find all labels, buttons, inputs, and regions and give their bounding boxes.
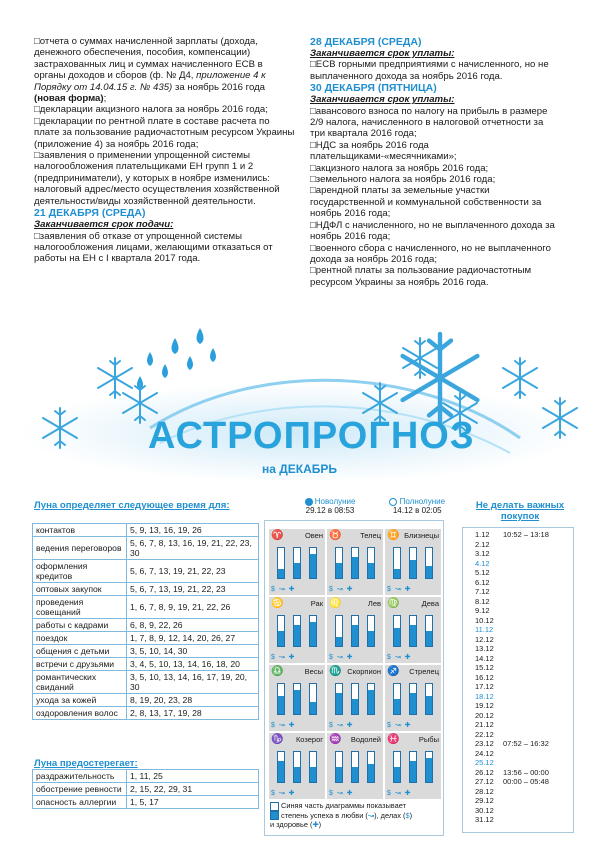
success-bar-fill	[294, 690, 300, 714]
good-days: 5, 6, 7, 13, 19, 21, 22, 23	[127, 560, 259, 583]
good-activity: встречи с друзьями	[33, 658, 127, 671]
warn-activity: обострение ревности	[33, 783, 127, 796]
category-icons: $ ↝ ✚	[387, 586, 412, 593]
zodiac-name: Дева	[421, 599, 439, 608]
not-buy-date: 21.12	[475, 720, 494, 729]
success-bar	[409, 547, 417, 579]
success-bar	[309, 615, 317, 647]
success-bar	[351, 547, 359, 579]
table-row	[33, 583, 259, 596]
not-buy-row	[475, 654, 573, 664]
right-item-9: □ рентной платы за пользование радиочастотным ресурсом Украины за ноябрь 2016 года.	[310, 265, 560, 288]
date-heading-21: 21 ДЕКАБРЯ (СРЕДА)	[34, 207, 146, 220]
not-buy-row	[475, 720, 573, 730]
success-bar-fill	[352, 625, 358, 646]
category-icons: $ ↝ ✚	[387, 790, 412, 797]
not-buy-row	[475, 625, 573, 635]
not-buy-row	[475, 559, 573, 569]
good-days: 3, 5, 10, 13, 14, 16, 17, 19, 20, 30	[127, 671, 259, 694]
love-icon: ↝	[367, 810, 375, 820]
not-buy-date: 16.12	[475, 672, 494, 682]
full-moon-date: 14.12 в 02:05	[392, 506, 442, 515]
not-buy-date: 7.12	[475, 587, 490, 596]
success-bar-fill	[426, 696, 432, 714]
left-item-3: □ декларации по рентной плате в составе расчета по плате за пользование радиочастотным ресурсом Украины (приложение 4) за ноябрь 2016 года;	[34, 116, 296, 150]
zodiac-name: Рак	[310, 599, 323, 608]
good-days: 5, 6, 7, 8, 13, 16, 19, 21, 22, 23, 30	[127, 537, 259, 560]
good-days: 1, 6, 7, 8, 9, 19, 21, 22, 26	[127, 596, 259, 619]
success-bar	[335, 547, 343, 579]
success-bar	[293, 547, 301, 579]
zodiac-cell	[327, 665, 383, 731]
success-bar-fill	[394, 628, 400, 646]
not-buy-row	[475, 701, 573, 711]
category-icons: $ ↝ ✚	[271, 722, 296, 729]
moon-phases	[285, 497, 457, 515]
good-activity: проведения совещаний	[33, 596, 127, 619]
not-buy-date: 28.12	[475, 786, 494, 796]
money-icon: $	[405, 810, 410, 820]
not-buy-date: 11.12	[475, 625, 494, 634]
subheading-30: Заканчивается срок уплаты:	[310, 94, 455, 106]
right-item-8: □ военного сбора с начисленного, но не выплаченного дохода за ноябрь 2016 года;	[310, 243, 560, 266]
success-bar-fill	[368, 764, 374, 782]
table-row	[33, 560, 259, 583]
success-bar	[367, 751, 375, 783]
zodiac-name: Скорпион	[347, 667, 381, 676]
not-buy-row	[475, 768, 573, 778]
zodiac-name: Стрелец	[409, 667, 439, 676]
zodiac-name: Водолей	[350, 735, 381, 744]
right-item-7: □ НДФЛ с начисленного, но не выплаченного дохода за ноябрь 2016 года;	[310, 220, 560, 243]
category-icons: $ ↝ ✚	[329, 586, 354, 593]
warn-days: 1, 5, 17	[127, 796, 259, 809]
not-buy-row	[475, 597, 573, 607]
success-bar	[393, 751, 401, 783]
success-bar	[293, 615, 301, 647]
good-days: 5, 6, 7, 13, 19, 21, 22, 23	[127, 583, 259, 596]
success-bar	[393, 615, 401, 647]
banner-subtitle: на ДЕКАБРЬ	[262, 462, 338, 476]
success-bar-fill	[294, 563, 300, 578]
not-buy-date: 25.12	[475, 758, 494, 767]
success-bar	[367, 615, 375, 647]
not-buy-row	[475, 616, 573, 626]
success-bar-fill	[410, 693, 416, 714]
not-buy-date: 23.12	[475, 739, 494, 748]
not-buy-time: 10:52 – 13:18	[503, 530, 549, 539]
zodiac-sign-icon: ♈	[271, 530, 284, 541]
not-buy-row	[475, 568, 573, 578]
not-buy-date: 17.12	[475, 682, 494, 691]
zodiac-sign-icon: ♑	[271, 734, 284, 745]
right-item-3: □ НДС за ноябрь 2016 года плательщиками-«месячниками»;	[310, 140, 560, 163]
success-bar-fill	[352, 557, 358, 578]
zodiac-name: Близнецы	[404, 531, 439, 540]
right-column	[310, 36, 560, 288]
success-bar	[351, 683, 359, 715]
zodiac-sign-icon: ♌	[329, 598, 342, 609]
success-bar	[335, 615, 343, 647]
success-bar	[277, 683, 285, 715]
success-bar	[309, 547, 317, 579]
success-bar	[351, 615, 359, 647]
not-buy-row	[475, 530, 573, 540]
success-bar	[393, 683, 401, 715]
not-buy-row	[475, 673, 573, 683]
not-buy-date: 27.12	[475, 777, 494, 786]
warn-days: 1, 11, 25	[127, 770, 259, 783]
table-row	[33, 632, 259, 645]
zodiac-name: Овен	[304, 531, 323, 540]
success-bar-fill	[278, 696, 284, 714]
success-bar-fill	[394, 767, 400, 782]
success-bar	[409, 683, 417, 715]
not-buy-list	[462, 527, 574, 833]
full-moon-label: Полнолуние	[399, 497, 446, 506]
not-buy-row	[475, 815, 573, 825]
warn-days: 2, 15, 22, 29, 31	[127, 783, 259, 796]
table-row	[33, 524, 259, 537]
table-row	[33, 658, 259, 671]
zodiac-cell	[385, 733, 441, 799]
zodiac-cell	[385, 597, 441, 663]
not-buy-date: 26.12	[475, 767, 494, 777]
category-icons: $ ↝ ✚	[271, 790, 296, 797]
table-row	[33, 537, 259, 560]
table-row	[33, 770, 259, 783]
not-buy-row	[475, 692, 573, 702]
success-bar	[309, 751, 317, 783]
legend-swatch-filled	[270, 811, 279, 820]
good-days: 8, 19, 20, 23, 28	[127, 694, 259, 707]
zodiac-cell	[269, 665, 325, 731]
success-bar	[393, 547, 401, 579]
category-icons: $ ↝ ✚	[329, 790, 354, 797]
category-icons: $ ↝ ✚	[271, 654, 296, 661]
not-buy-row	[475, 644, 573, 654]
success-bar	[367, 547, 375, 579]
warn-activity: опасность аллергии	[33, 796, 127, 809]
good-activity: романтических свиданий	[33, 671, 127, 694]
not-buy-row	[475, 796, 573, 806]
zodiac-cell	[269, 597, 325, 663]
date-heading-30: 30 ДЕКАБРЯ (ПЯТНИЦА)	[310, 82, 437, 95]
success-bar-fill	[310, 767, 316, 782]
good-days: 3, 5, 10, 14, 30	[127, 645, 259, 658]
success-bar-fill	[278, 631, 284, 646]
zodiac-name: Рыбы	[418, 735, 439, 744]
success-bar-fill	[310, 622, 316, 646]
new-moon-icon	[305, 498, 313, 506]
right-item-1: □ ЕСВ горными предприятиями с начисленного, но не выплаченного дохода за ноябрь 2016 года.	[310, 59, 560, 82]
luna-heading-good: Луна определяет следующее время для:	[34, 500, 230, 511]
table-row	[33, 619, 259, 632]
not-buy-row	[475, 682, 573, 692]
good-days: 6, 8, 9, 22, 26	[127, 619, 259, 632]
success-bar-fill	[410, 761, 416, 782]
success-bar	[277, 547, 285, 579]
zodiac-cell	[327, 529, 383, 595]
success-bar	[425, 615, 433, 647]
not-buy-date: 1.12	[475, 530, 490, 539]
not-buy-date: 18.12	[475, 691, 494, 701]
not-buy-row	[475, 806, 573, 816]
date-heading-28: 28 ДЕКАБРЯ (СРЕДА)	[310, 36, 422, 48]
zodiac-cell	[385, 665, 441, 731]
not-buy-date: 30.12	[475, 805, 494, 815]
not-buy-row	[475, 635, 573, 645]
zodiac-sign-icon: ♓	[387, 734, 400, 745]
good-activity: работы с кадрами	[33, 619, 127, 632]
success-bar-fill	[368, 563, 374, 578]
not-buy-row	[475, 787, 573, 797]
right-item-2: □ авансового взноса по налогу на прибыль в размере 2/9 налога, начисленного в налоговой отчетности за три квартала 2016 года;	[310, 106, 560, 140]
category-icons: $ ↝ ✚	[271, 586, 296, 593]
success-bar	[309, 683, 317, 715]
not-buy-date: 22.12	[475, 729, 494, 739]
success-bar-fill	[394, 699, 400, 714]
good-activity: контактов	[33, 524, 127, 537]
not-buy-row	[475, 758, 573, 768]
not-buy-date: 19.12	[475, 701, 494, 710]
good-days: 3, 4, 5, 10, 13, 14, 16, 18, 20	[127, 658, 259, 671]
category-icons: $ ↝ ✚	[387, 722, 412, 729]
success-bar-fill	[352, 699, 358, 714]
not-buy-title: Не делать важных покупок	[475, 500, 565, 522]
new-moon-label: Новолуние	[314, 497, 356, 506]
not-buy-date: 9.12	[475, 606, 490, 615]
success-bar	[409, 751, 417, 783]
success-bar	[425, 547, 433, 579]
left-item-5: □ заявления об отказе от упрощенной системы налогообложения лицами, желающими отказаться от работы на ЕН с I квартала 2017 года.	[34, 231, 296, 265]
not-buy-date: 12.12	[475, 634, 494, 644]
good-days: 5, 9, 13, 16, 19, 26	[127, 524, 259, 537]
not-buy-date: 13.12	[475, 644, 494, 653]
success-bar-fill	[310, 702, 316, 714]
not-buy-date: 3.12	[475, 549, 490, 558]
category-icons: $ ↝ ✚	[329, 654, 354, 661]
zodiac-name: Козерог	[295, 735, 323, 744]
good-activity: поездок	[33, 632, 127, 645]
subheading-28: Заканчивается срок уплаты:	[310, 48, 455, 59]
good-activity: ведения переговоров	[33, 537, 127, 560]
not-buy-date: 8.12	[475, 596, 490, 606]
success-bar	[409, 615, 417, 647]
good-activity: оптовых закупок	[33, 583, 127, 596]
table-row	[33, 596, 259, 619]
luna-table-warn	[32, 769, 259, 809]
table-row	[33, 783, 259, 796]
zodiac-cell	[269, 733, 325, 799]
legend-swatch-empty	[270, 802, 279, 811]
zodiac-cell	[269, 529, 325, 595]
success-bar	[293, 683, 301, 715]
zodiac-name: Весы	[304, 667, 323, 676]
left-item-1: □ отчета о суммах начисленной зарплаты (дохода, денежного обеспечения, пособия, компенсации) застрахованных лиц и суммах начисленного ЕСВ в органы доходов и сборов (ф. № Д4, приложение 4 к Порядку от 14.04.15 г. № 435) за ноябрь 2016 года (новая форма);	[34, 36, 296, 104]
success-bar-fill	[410, 625, 416, 646]
luna-table-good	[32, 523, 259, 720]
success-bar	[367, 683, 375, 715]
not-buy-row	[475, 730, 573, 740]
good-activity: ухода за кожей	[33, 694, 127, 707]
not-buy-row	[475, 587, 573, 597]
success-bar-fill	[294, 625, 300, 646]
left-item-4: □ заявления о применении упрощенной системы налогообложения плательщиками ЕН групп 1 и 2 (предприниматели), у которых в ноябре изменились: налоговый адрес/место осуществления хозяйственной деятельности/виды хозяйственной деятельности.	[34, 150, 296, 207]
not-buy-row	[475, 663, 573, 673]
success-bar-fill	[336, 767, 342, 782]
success-bar	[277, 751, 285, 783]
not-buy-row	[475, 739, 573, 749]
zodiac-sign-icon: ♋	[271, 598, 284, 609]
not-buy-date: 10.12	[475, 615, 494, 625]
not-buy-date: 15.12	[475, 663, 494, 672]
success-bar-fill	[310, 554, 316, 578]
success-bar	[351, 751, 359, 783]
success-bar	[335, 751, 343, 783]
not-buy-row	[475, 777, 573, 787]
right-item-4: □ акцизного налога за ноябрь 2016 года;	[310, 163, 560, 174]
success-bar-fill	[426, 566, 432, 578]
success-bar-fill	[352, 767, 358, 782]
not-buy-date: 2.12	[475, 539, 490, 549]
health-icon: ✚	[312, 820, 319, 830]
zodiac-sign-icon: ♒	[329, 734, 342, 745]
good-activity: оформления кредитов	[33, 560, 127, 583]
zodiac-sign-icon: ♍	[387, 598, 400, 609]
not-buy-date: 24.12	[475, 748, 494, 758]
not-buy-row	[475, 749, 573, 759]
success-bar-fill	[368, 631, 374, 646]
success-bar-fill	[368, 690, 374, 714]
success-bar-fill	[410, 560, 416, 578]
table-row	[33, 796, 259, 809]
not-buy-row	[475, 711, 573, 721]
success-bar-fill	[336, 563, 342, 578]
table-row	[33, 707, 259, 720]
good-days: 1, 7, 8, 9, 12, 14, 20, 26, 27	[127, 632, 259, 645]
good-activity: общения с детьми	[33, 645, 127, 658]
left-item-2: □ декларации акцизного налога за ноябрь 2016 года;	[34, 104, 296, 115]
not-buy-row	[475, 549, 573, 559]
success-bar-fill	[294, 767, 300, 782]
not-buy-row	[475, 540, 573, 550]
not-buy-row	[475, 578, 573, 588]
success-bar-fill	[426, 631, 432, 646]
success-bar-fill	[426, 758, 432, 782]
not-buy-date: 5.12	[475, 568, 490, 577]
table-row	[33, 694, 259, 707]
success-bar	[425, 751, 433, 783]
zodiac-name: Лев	[367, 599, 381, 608]
not-buy-date: 14.12	[475, 653, 494, 663]
success-bar	[277, 615, 285, 647]
not-buy-time: 07:52 – 16:32	[503, 739, 549, 748]
category-icons: $ ↝ ✚	[329, 722, 354, 729]
zodiac-legend: Синяя часть диаграммы показывает степень успеха в любви (↝), делах ($) и здоровье (✚)	[270, 801, 413, 830]
luna-heading-warn: Луна предостерегает:	[34, 758, 138, 769]
not-buy-date: 6.12	[475, 577, 490, 587]
table-row	[33, 671, 259, 694]
not-buy-time: 00:00 – 05:48	[503, 777, 549, 786]
good-activity: оздоровления волос	[33, 707, 127, 720]
right-item-5: □ земельного налога за ноябрь 2016 года;	[310, 174, 560, 185]
good-days: 2, 8, 13, 17, 19, 28	[127, 707, 259, 720]
subheading-21: Заканчивается срок подачи:	[34, 219, 174, 231]
success-bar-fill	[336, 637, 342, 646]
zodiac-cell	[385, 529, 441, 595]
zodiac-sign-icon: ♏	[329, 666, 342, 677]
success-bar	[293, 751, 301, 783]
right-item-6: □ арендной платы за земельные участки государственной и коммунальной собственности за ноябрь 2016 года;	[310, 185, 560, 219]
zodiac-sign-icon: ♎	[271, 666, 284, 677]
zodiac-name: Телец	[360, 531, 381, 540]
not-buy-time: 13:56 – 00:00	[503, 767, 549, 777]
zodiac-sign-icon: ♊	[387, 530, 400, 541]
not-buy-date: 20.12	[475, 710, 494, 720]
not-buy-date: 4.12	[475, 558, 490, 568]
not-buy-date: 31.12	[475, 815, 494, 824]
success-bar-fill	[278, 761, 284, 782]
success-bar-fill	[336, 693, 342, 714]
not-buy-date: 29.12	[475, 796, 494, 805]
success-bar-fill	[394, 569, 400, 578]
table-row	[33, 645, 259, 658]
left-column	[34, 36, 296, 265]
zodiac-sign-icon: ♉	[329, 530, 342, 541]
success-bar-fill	[278, 569, 284, 578]
warn-activity: раздражительность	[33, 770, 127, 783]
success-bar	[335, 683, 343, 715]
banner-title: АСТРОПРОГНОЗ	[148, 415, 475, 457]
new-moon-date: 29.12 в 08:53	[305, 506, 355, 515]
category-icons: $ ↝ ✚	[387, 654, 412, 661]
zodiac-cell	[327, 597, 383, 663]
success-bar	[425, 683, 433, 715]
zodiac-cell	[327, 733, 383, 799]
zodiac-grid	[264, 520, 444, 836]
full-moon-icon	[389, 498, 397, 506]
zodiac-sign-icon: ♐	[387, 666, 400, 677]
not-buy-row	[475, 606, 573, 616]
